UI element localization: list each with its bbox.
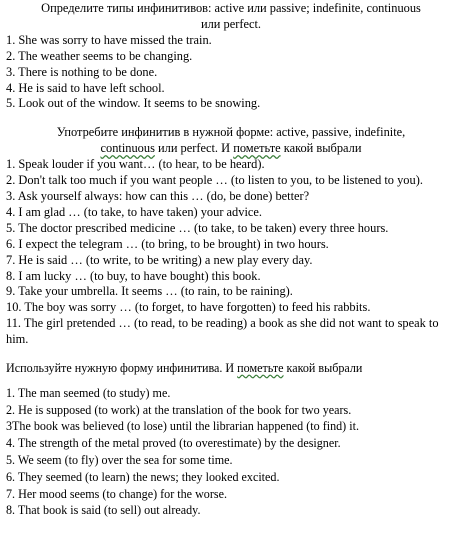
list-item: 5. We seem (to fly) over the sea for some time.	[6, 453, 233, 468]
section-3-heading	[6, 360, 456, 377]
heading-word-mark: пометьте	[237, 361, 284, 376]
spacer	[6, 112, 456, 125]
list-item: 1. Speak louder if you want… (to hear, to be heard).	[6, 157, 265, 172]
list-item: 6. They seemed (to learn) the news; they looked excited.	[6, 469, 280, 484]
list-item: 9. Take your umbrella. It seems … (to rain, to be raining).	[6, 284, 293, 299]
section-1	[6, 1, 456, 112]
heading-word-continuous: continuous	[100, 141, 155, 156]
spacer	[6, 348, 456, 360]
list-item: 3. There is nothing to be done.	[6, 64, 158, 79]
section-1-heading-line-2: или perfect.	[200, 16, 262, 31]
list-item: 8. I am lucky … (to buy, to have bought) this book.	[6, 268, 261, 283]
list-item: 10. The boy was sorry … (to forget, to have forgotten) to feed his rabbits.	[6, 300, 371, 315]
list-item: 6. I expect the telegram … (to bring, to be brought) in two hours.	[6, 236, 329, 251]
list-item: 8. That book is said (to sell) out already.	[6, 503, 201, 518]
list-item: 4. He is said to have left school.	[6, 80, 165, 95]
section-1-heading-line-1: Определите типы инфинитивов: active или passive; indefinite, continuous	[41, 1, 421, 15]
section-1-list	[6, 33, 456, 113]
section-2-list	[6, 157, 456, 348]
heading-text: Используйте нужную форму инфинитива. И	[6, 361, 238, 376]
section-2-heading-line-1: Употребите инфинитив в нужной форме: active, passive, indefinite,	[56, 125, 406, 140]
list-item: 3The book was believed (to lose) until the librarian happened (to find) it.	[6, 419, 359, 434]
list-item: 2. The weather seems to be changing.	[6, 48, 193, 63]
heading-text: какой выбрали	[280, 141, 362, 156]
list-item: 4. I am glad … (to take, to have taken) your advice.	[6, 204, 262, 219]
section-3-list	[6, 385, 456, 519]
list-item: 4. The strength of the metal proved (to overestimate) by the designer.	[6, 436, 341, 451]
list-item: 1. The man seemed (to study) me.	[6, 385, 171, 400]
list-item: 5. The doctor prescribed medicine … (to take, to be taken) every three hours.	[6, 220, 389, 235]
section-3	[6, 360, 456, 519]
spacer	[6, 377, 456, 385]
list-item: 2. He is supposed (to work) at the translation of the book for two years.	[6, 402, 352, 417]
list-item: 11. The girl pretended … (to read, to be reading) a book as she did not want to speak to him.	[6, 316, 439, 347]
list-item: 2. Don't talk too much if you want people … (to listen to you, to be listened to you).	[6, 173, 423, 188]
list-item: 3. Ask yourself always: how can this … (do, be done) better?	[6, 188, 310, 203]
heading-text: или perfect. И	[154, 141, 234, 156]
heading-text: какой выбрали	[283, 361, 363, 376]
section-2-heading-line-2	[6, 141, 456, 157]
list-item: 7. He is said … (to write, to be writing) a new play every day.	[6, 252, 313, 267]
list-item: 5. Look out of the window. It seems to be snowing.	[6, 96, 261, 111]
list-item: 7. Her mood seems (to change) for the worse.	[6, 486, 227, 501]
list-item: 1. She was sorry to have missed the train.	[6, 32, 212, 47]
section-2	[6, 125, 456, 348]
heading-word-mark: пометьте	[233, 141, 281, 156]
